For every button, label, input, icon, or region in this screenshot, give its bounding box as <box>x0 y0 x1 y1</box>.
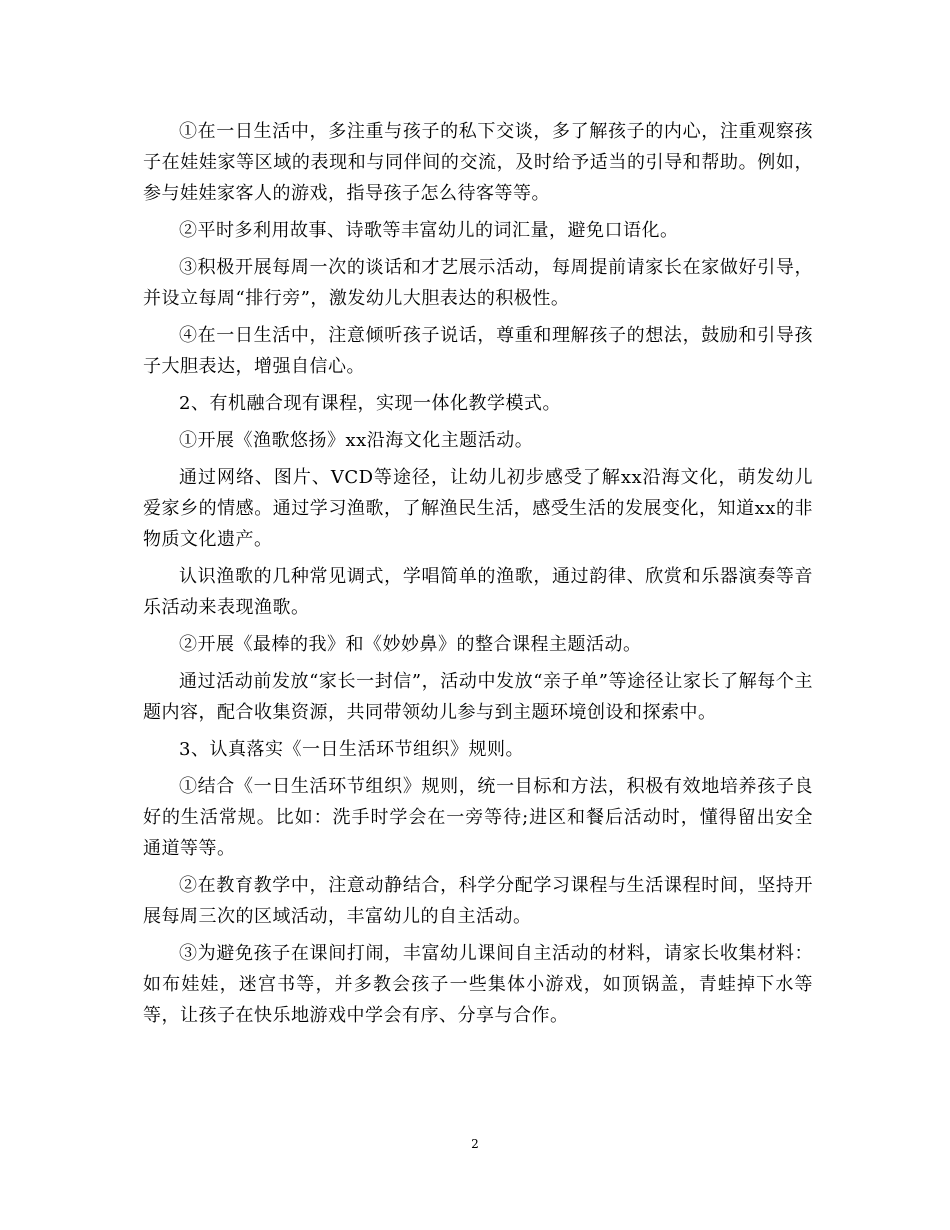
paragraph-item-9: ③为避免孩子在课间打闹，丰富幼儿课间自主活动的材料，请家长收集材料：如布娃娃，迷宫书等，并多教会孩子一些集体小游戏，如顶锅盖，青蛙掉下水等等，让孩子在快乐地游戏中学会有序、分享与合作。 <box>143 943 813 1026</box>
paragraph-item-4: ④在一日生活中，注意倾听孩子说话，尊重和理解孩子的想法，鼓励和引导孩子大胆表达，增强自信心。 <box>143 325 813 377</box>
paragraph-item-2: ②平时多利用故事、诗歌等丰富幼儿的词汇量，避免口语化。 <box>179 220 679 241</box>
section-heading-2: 2、有机融合现有课程，实现一体化教学模式。 <box>179 393 561 414</box>
paragraph-item-6: ②开展《最棒的我》和《妙妙鼻》的整合课程主题活动。 <box>179 634 642 655</box>
paragraph-body-3: 通过活动前发放“家长一封信”，活动中发放“亲子单”等途径让家长了解每个主题内容，配合收集资源，共同带领幼儿参与到主题环境创设和探索中。 <box>143 671 813 723</box>
document-body <box>143 116 813 1037</box>
section-heading-3: 3、认真落实《一日生活环节组织》规则。 <box>179 739 524 760</box>
paragraph-item-1: ①在一日生活中，多注重与孩子的私下交谈，多了解孩子的内心，注重观察孩子在娃娃家等区域的表现和与同伴间的交流，及时给予适当的引导和帮助。例如，参与娃娃家客人的游戏，指导孩子怎么待客等等。 <box>143 121 813 204</box>
paragraph-item-8: ②在教育教学中，注意动静结合，科学分配学习课程与生活课程时间，坚持开展每周三次的区域活动，丰富幼儿的自主活动。 <box>143 875 813 927</box>
paragraph-body-1: 通过网络、图片、VCD等途径，让幼儿初步感受了解xx沿海文化，萌发幼儿爱家乡的情感。通过学习渔歌，了解渔民生活，感受生活的发展变化，知道xx的非物质文化遗产。 <box>143 467 813 550</box>
paragraph-item-7: ①结合《一日生活环节组织》规则，统一目标和方法，积极有效地培养孩子良好的生活常规。比如：洗手时学会在一旁等待;进区和餐后活动时，懂得留出安全通道等等。 <box>143 776 813 859</box>
paragraph-item-5: ①开展《渔歌悠扬》xx沿海文化主题活动。 <box>179 430 534 451</box>
paragraph-item-3: ③积极开展每周一次的谈话和才艺展示活动，每周提前请家长在家做好引导，并设立每周“排行旁”，激发幼儿大胆表达的积极性。 <box>143 257 813 309</box>
paragraph-body-2: 认识渔歌的几种常见调式，学唱简单的渔歌，通过韵律、欣赏和乐器演奏等音乐活动来表现渔歌。 <box>143 566 813 618</box>
page-number: 2 <box>471 1137 479 1151</box>
